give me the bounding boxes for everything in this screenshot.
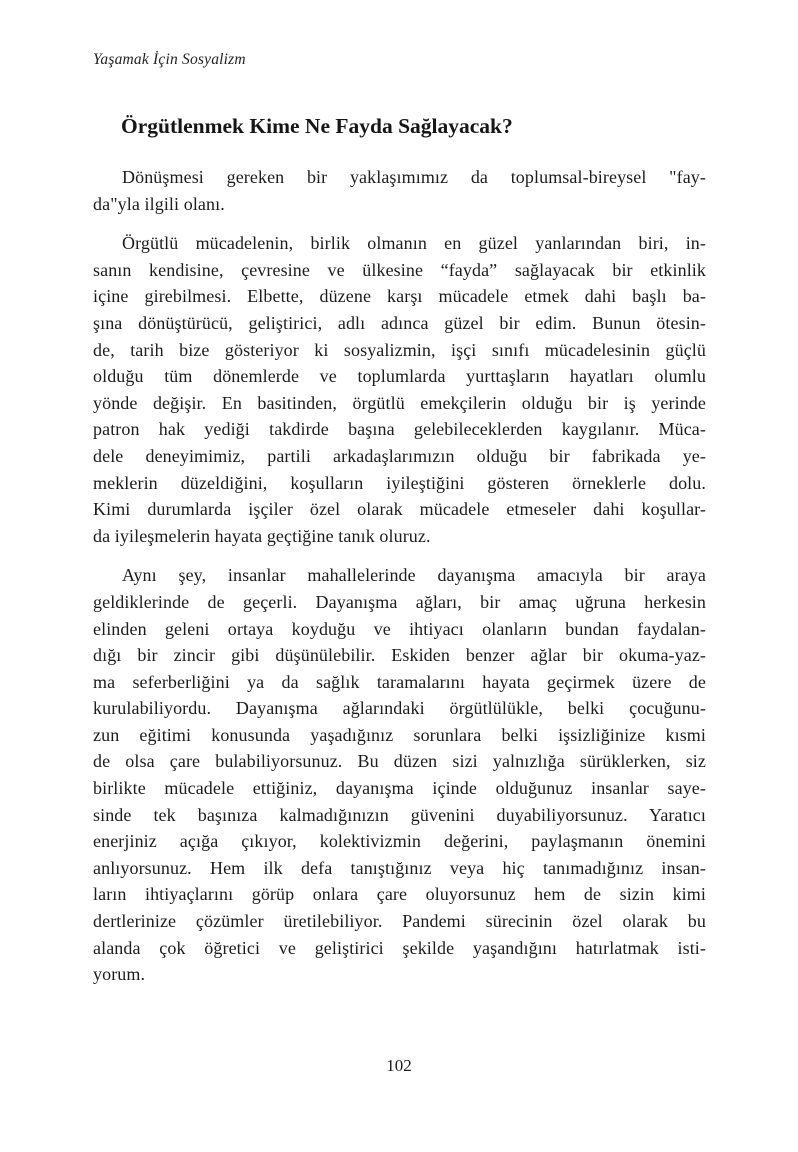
text-line: de, tarih bize gösteriyor ki sosyalizmin, işçi sınıfı mücadelesinin güçlü [93, 339, 706, 360]
text-line: meklerin düzeldiğini, koşulların iyileştiğini gösteren örneklerle dolu. [93, 472, 706, 493]
text-line: Dönüşmesi gereken bir yaklaşımımız da toplumsal-bireysel "fay- [122, 167, 706, 187]
text-line: de olsa çare bulabiliyorsunuz. Bu düzen sizi yalnızlığa sürüklerken, siz [93, 751, 706, 772]
text-line: geldiklerinde de geçerli. Dayanışma ağları, bir amaç uğruna herkesin [93, 591, 706, 612]
text-line: Aynı şey, insanlar mahallelerinde dayanışma amacıyla bir araya [122, 565, 706, 586]
text-line: birlikte mücadele ettiğiniz, dayanışma içinde olduğunuz insanlar saye- [93, 778, 706, 799]
text-line: yönde değişir. En basitinden, örgütlü emekçilerin olduğu bir iş yerinde [93, 392, 706, 413]
text-line: içine girebilmesi. Elbette, düzene karşı mücadele etmek dahi başlı ba- [93, 286, 706, 307]
paragraph [93, 164, 706, 217]
text-line: şına dönüştürücü, geliştirici, adlı adınca güzel bir edim. Bunun ötesin- [93, 312, 706, 333]
text-line: da"yla ilgili olanı. [93, 193, 225, 214]
page-content [93, 110, 706, 988]
text-line: Kimi durumlarda işçiler özel olarak mücadele etmeseler dahi koşullar- [93, 499, 706, 520]
paragraph [93, 562, 706, 988]
text-line: kurulabiliyordu. Dayanışma ağlarındaki örgütlülükle, belki çocuğunu- [93, 698, 706, 719]
chapter-title: Örgütlenmek Kime Ne Fayda Sağlayacak? [121, 114, 513, 138]
text-line: elinden geleni ortaya koyduğu ve ihtiyacı olanların bundan faydalan- [93, 618, 706, 639]
text-line: da iyileşmelerin hayata geçtiğine tanık oluruz. [93, 525, 431, 546]
body-text [93, 164, 706, 988]
text-line: patron hak yediği takdirde başına gelebileceklerden kaygılanır. Müca- [93, 419, 706, 440]
page-number: 102 [386, 1056, 412, 1075]
text-line: dertlerinize çözümler üretilebiliyor. Pandemi sürecinin özel olarak bu [93, 911, 706, 932]
text-line: sanın kendisine, çevresine ve ülkesine “fayda” sağlayacak bir etkinlik [93, 259, 706, 280]
text-line: dığı bir zincir gibi düşünülebilir. Eskiden benzer ağlar bir okuma-yaz- [93, 645, 706, 666]
running-header: Yaşamak İçin Sosyalizm [93, 51, 246, 68]
text-line: alanda çok öğretici ve geliştirici şekilde yaşandığını hatırlatmak isti- [93, 937, 706, 958]
text-line: enerjiniz açığa çıkıyor, kolektivizmin değerini, paylaşmanın önemini [93, 831, 706, 852]
text-line: anlıyorsunuz. Hem ilk defa tanıştığınız veya hiç tanımadığınız insan- [93, 857, 706, 878]
text-line: Örgütlü mücadelenin, birlik olmanın en güzel yanlarından biri, in- [122, 233, 706, 254]
text-line: olduğu tüm dönemlerde ve toplumlarda yurttaşların hayatları olumlu [93, 366, 706, 387]
text-line: ların ihtiyaçlarını görüp onlara çare oluyorsunuz hem de sizin kimi [93, 884, 706, 905]
text-line: zun eğitimi konusunda yaşadığınız sorunlara belki işsizliğinize kısmi [93, 724, 706, 745]
text-line: yorum. [93, 964, 146, 985]
text-line: sinde tek başınıza kalmadığınızın güvenini duyabiliyorsunuz. Yaratıcı [93, 804, 706, 825]
text-line: dele deneyimimiz, partili arkadaşlarımızın olduğu bir fabrikada ye- [93, 445, 706, 466]
paragraph [93, 230, 706, 549]
text-line: ma seferberliğini ya da sağlık taramalarını hayata geçirmek üzere de [93, 671, 706, 692]
